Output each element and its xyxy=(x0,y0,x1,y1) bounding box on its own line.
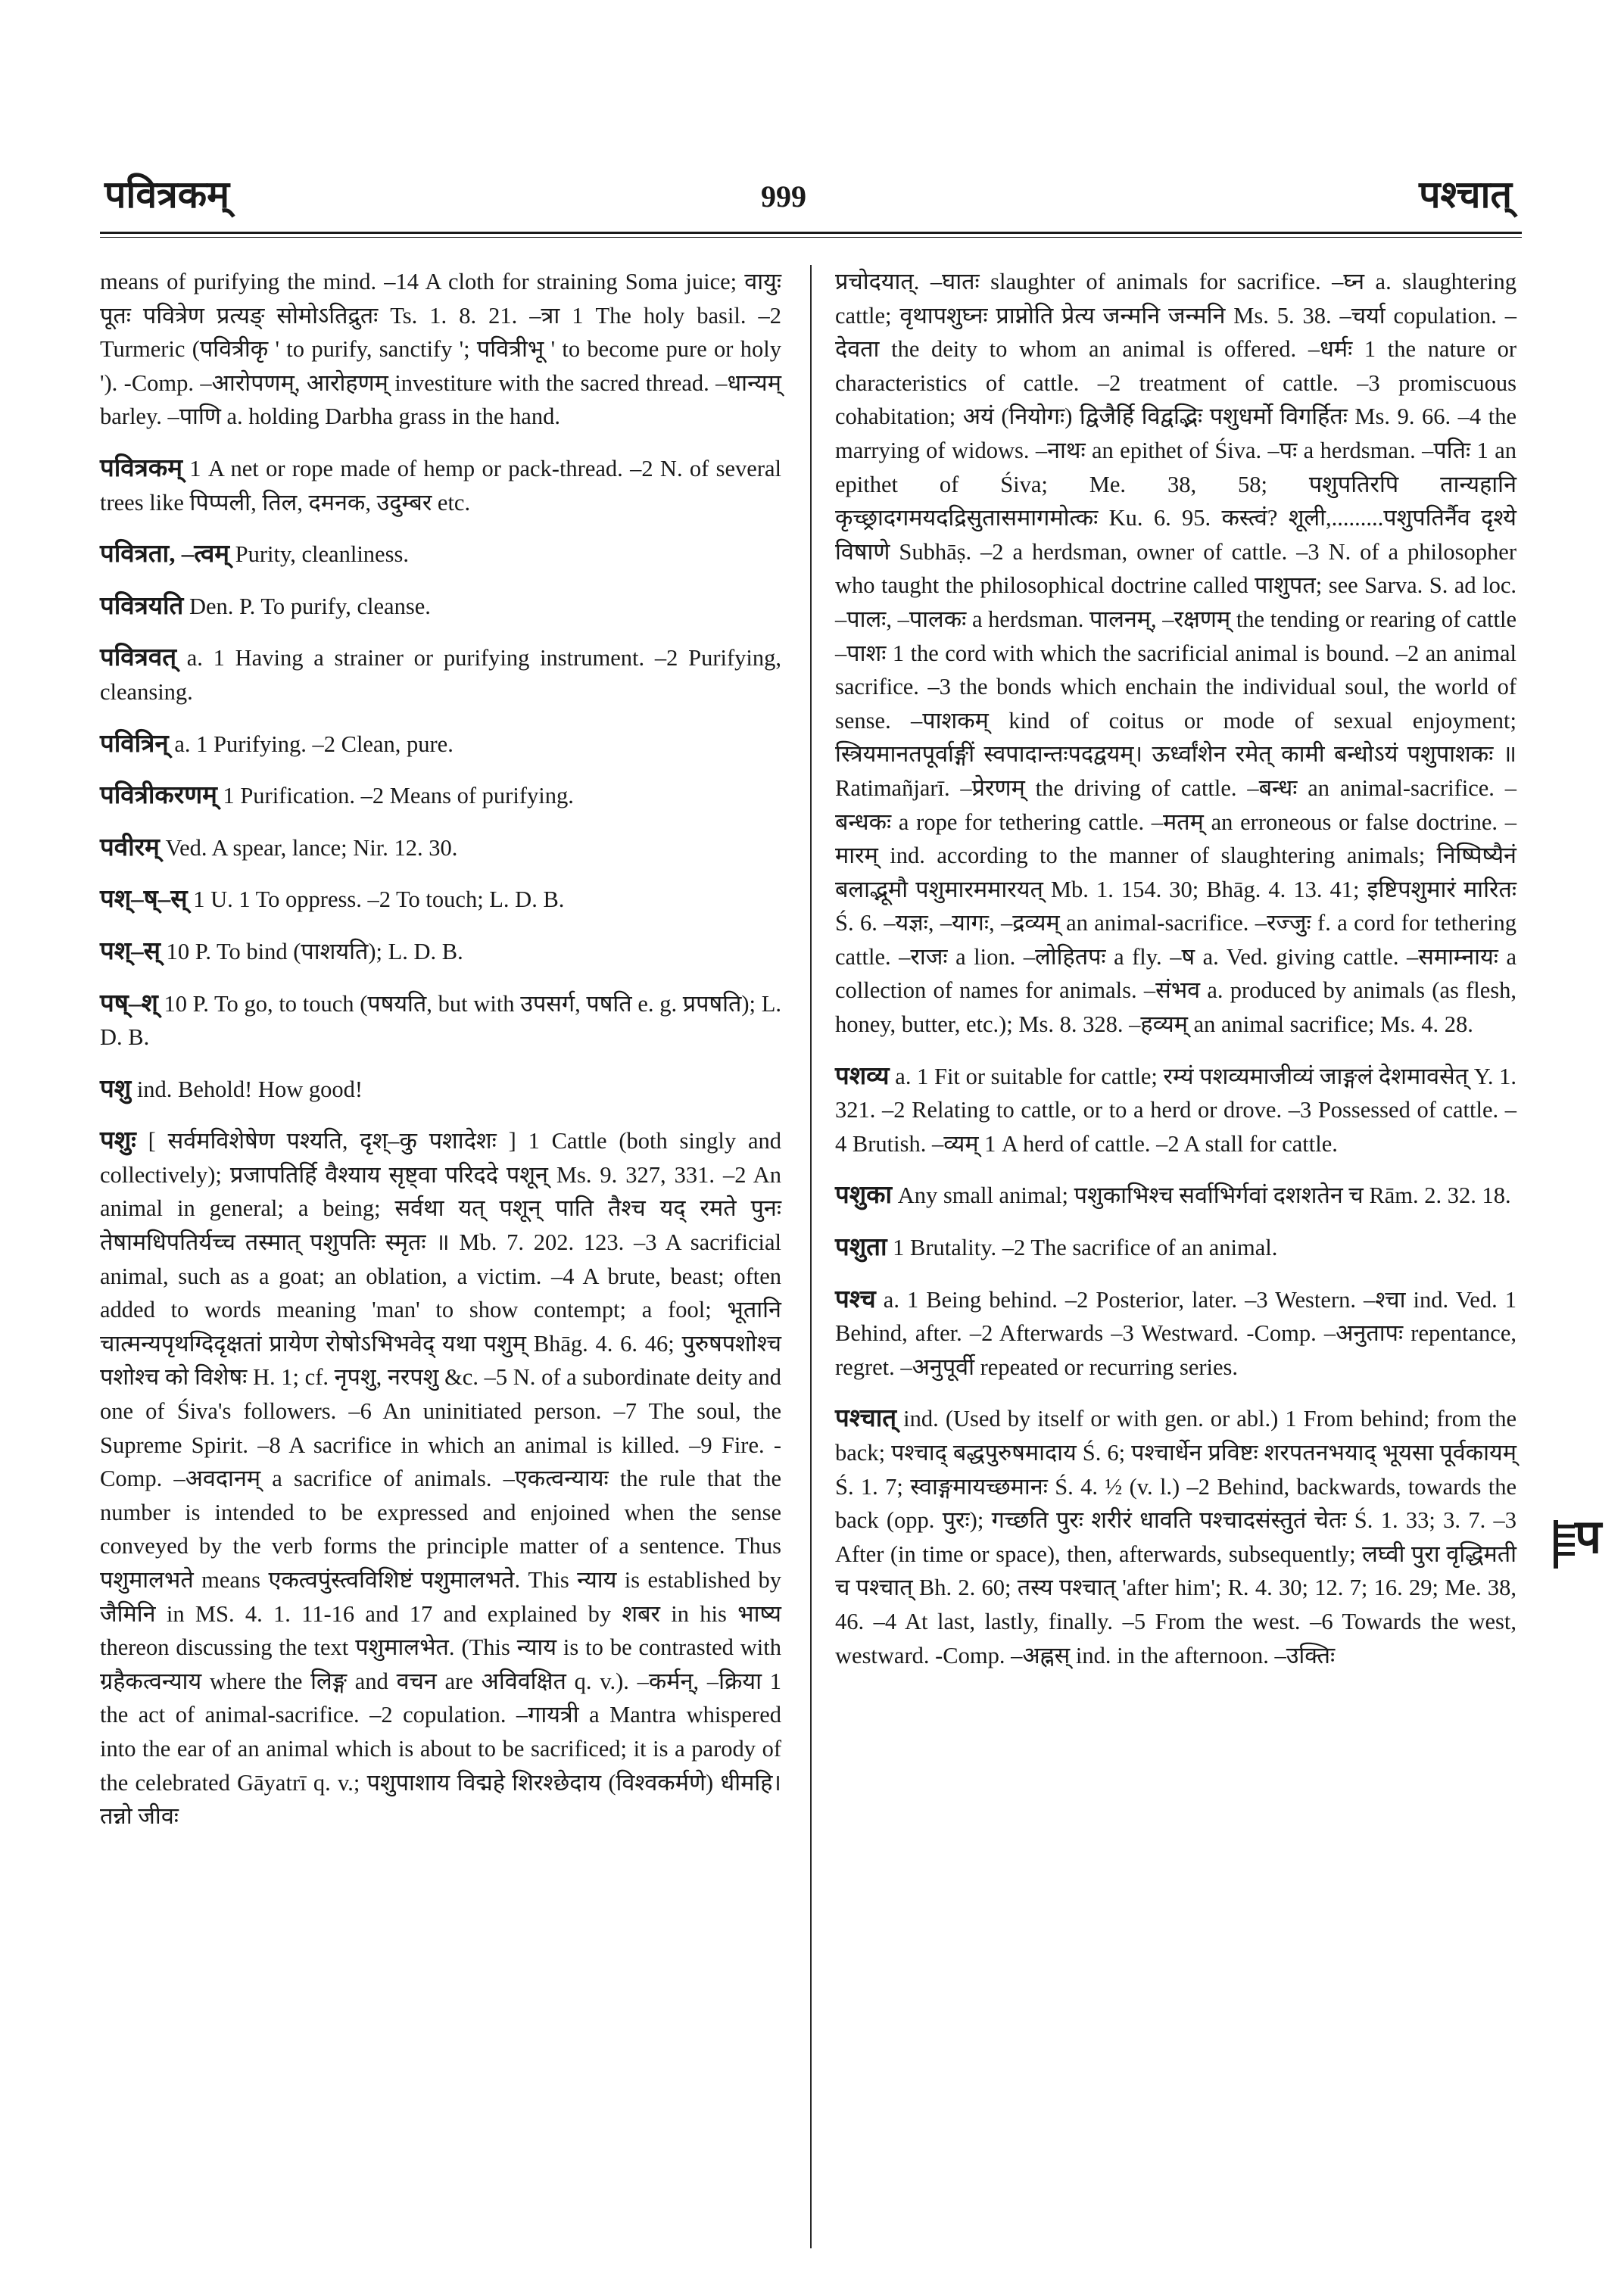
entry-text: Purity, cleanliness. xyxy=(229,541,409,568)
dictionary-entry xyxy=(100,727,781,762)
entry-headword: पवित्रीकरणम् xyxy=(100,782,217,810)
entry-text: a. 1 Fit or suitable for cattle; रम्यं पशव्यमाजीव्यं जाङ्गलं देशमावसेत् Y. 1. 321. –2 Relating to cattle, or to a herd or drove. –3 Possessed of cattle. –4 Brutish. –व्यम् 1 A herd of cattle. –2 A stall for cattle. xyxy=(835,1063,1516,1157)
header-rule-thick xyxy=(100,232,1522,234)
dictionary-entry xyxy=(100,590,781,624)
dictionary-entry xyxy=(100,779,781,813)
entry-text: 1 U. 1 To oppress. –2 To touch; L. D. B. xyxy=(187,886,565,913)
entry-headword: पवित्रकम् xyxy=(100,454,182,482)
entry-text: ind. Behold! How good! xyxy=(131,1076,363,1102)
entry-text: a. 1 Purifying. –2 Clean, pure. xyxy=(168,731,454,757)
entry-text: a. 1 Being behind. –2 Posterior, later. –3 Western. –श्चा ind. Ved. 1 Behind, after. –2 Afterwards –3 Westward. -Comp. –अनुतापः repentance, regret. –अनुपूर्वी repeated or recurring series. xyxy=(835,1286,1516,1380)
dictionary-entry xyxy=(835,1283,1516,1385)
dictionary-entry xyxy=(100,831,781,865)
dictionary-entry xyxy=(100,1073,781,1107)
entry-text: 10 P. To bind (पाशयति); L. D. B. xyxy=(161,938,463,964)
dictionary-entry xyxy=(835,1179,1516,1213)
entry-text: 10 P. To go, to touch (पषयति, but with उपसर्ग, पषति e. g. प्रपषति); L. D. B. xyxy=(100,990,781,1051)
left-column xyxy=(100,265,781,1833)
entry-text: Ved. A spear, lance; Nir. 12. 30. xyxy=(159,834,458,861)
dictionary-entry xyxy=(100,641,781,709)
section-thumb-marker xyxy=(1554,1512,1605,1569)
dictionary-entry xyxy=(100,265,781,434)
header-rule-thin xyxy=(100,237,1522,238)
entry-headword: पश्–ष्–स् xyxy=(100,886,188,914)
entry-headword: पश्–स् xyxy=(100,937,161,965)
dictionary-entry xyxy=(100,452,781,519)
dictionary-entry xyxy=(100,987,781,1055)
left-running-headword: पवित्रकम् xyxy=(104,173,230,216)
thumb-marker-bars xyxy=(1558,1525,1575,1561)
entry-headword: पशव्य xyxy=(835,1062,890,1090)
dictionary-entry xyxy=(835,1231,1516,1265)
entry-text: ind. (Used by itself or with gen. or abl.) 1 From behind; from the back; पश्चाद् बद्धपुरुषमादाय Ś. 6; पश्चार्धेन प्रविष्टः शरपतनभयाद् भूयसा पूर्वकायम् Ś. 1. 7; स्वाङ्गमायच्छमानः Ś. 4. ½ (v. l.) –2 Behind, backwards, towards the back (opp. पुरः); गच्छति पुरः शरीरं धावति पश्चादसंस्तुतं चेतः Ś. 1. 33; 3. 7. –3 After (in time or space), then, afterwards, subsequently; लघ्वी पुरा वृद्धिमती च पश्चात् Bh. 2. 60; तस्य पश्चात् 'after him'; R. 4. 30; 12. 7; 16. 29; Me. 38, 46. –4 At last, lastly, finally. –5 From the west. –6 Towards the west, westward. -Comp. –अह्नस् ind. in the afternoon. –उक्तिः xyxy=(835,1406,1516,1668)
entry-text: a. 1 Having a strainer or purifying instrument. –2 Purifying, cleansing. xyxy=(100,645,781,705)
right-column xyxy=(835,265,1516,1672)
entry-text: [ सर्वमविशेषेण पश्यति, दृश्–कु पशादेशः ] 1 Cattle (both singly and collectively); प्रजापतिर्हि वैश्याय सृष्ट्वा परिददे पशून् Ms. 9. 327, 331. –2 An animal in general; a being; सर्वथा यत् पशून् पाति तैश्च यद् रमते पुनः तेषामधिपतिर्यच्च तस्मात् पशुपतिः स्मृतः ॥ Mb. 7. 202. 123. –3 A sacrificial animal, such as a goat; an oblation, a victim. –4 A brute, beast; often added to words meaning 'man' to show contempt; a fool; भूतानि चात्मन्यपृथग्दिदृक्षतां प्रायेण रोषोऽभिभवेद् यथा पशुम् Bhāg. 4. 6. 46; पुरुषपशोश्च पशोश्च को विशेषः H. 1; cf. नृपशु, नरपशु &c. –5 N. of a subordinate deity and one of Śiva's followers. –6 An uninitiated person. –7 The soul, the Supreme Spirit. –8 A sacrifice in which an animal is killed. –9 Fire. -Comp. –अवदानम् a sacrifice of animals. –एकत्वन्यायः the rule that the number is intended to be expressed and enjoined when the sense conveyed by the verb forms the principle matter of a sentence. Thus पशुमालभते means एकत्वपुंस्त्वविशिष्टं पशुमालभते. This न्याय is established by जैमिनि in MS. 4. 1. 11-16 and 17 and explained by शबर in his भाष्य thereon discussing the text पशुमालभेत. (This न्याय is to be contrasted with ग्रहैकत्वन्याय where the लिङ्ग and वचन are अविवक्षित q. v.). –कर्मन्, –क्रिया 1 the act of animal-sacrifice. –2 copulation. –गायत्री a Mantra whispered into the ear of an animal which is about to be sacrificed; it is a parody of the celebrated Gāyatrī q. v.; पशुपाशाय विद्महे शिरश्छेदाय (विश्वकर्मणे) धीमहि। तन्नो जीवः xyxy=(100,1128,781,1830)
entry-headword: पवित्रवत् xyxy=(100,644,177,672)
thumb-marker-letter: प xyxy=(1575,1512,1602,1563)
column-divider xyxy=(810,265,812,2248)
dictionary-entry xyxy=(100,537,781,572)
entry-text: 1 Purification. –2 Means of purifying. xyxy=(217,783,574,809)
entry-text: Any small animal; पशुकाभिश्च सर्वाभिर्गवां दशशतेन च Rām. 2. 32. 18. xyxy=(892,1182,1511,1209)
entry-text: प्रचोदयात्. –घातः slaughter of animals for sacrifice. –घ्न a. slaughtering cattle; वृथापशुघ्नः प्राप्नोति प्रेत्य जन्मनि जन्मनि Ms. 5. 38. –चर्या copulation. –देवता the deity to whom an animal is offered. –धर्मः 1 the nature or characteristics of cattle. –2 treatment of cattle. –3 promiscuous cohabitation; अयं (नियोगः) द्विजैर्हि विद्वद्भिः पशुधर्मो विगर्हितः Ms. 9. 66. –4 the marrying of widows. –नाथः an epithet of Śiva. –पः a herdsman. –पतिः 1 an epithet of Śiva; Me. 38, 58; पशुपतिरपि तान्यहानि कृच्छ्रादगमयदद्रिसुतासमागमोत्कः Ku. 6. 95. कस्त्वं? शूली,.........पशुपतिर्नैव दृश्ये विषाणे Subhāṣ. –2 a herdsman, owner of cattle. –3 N. of a philosopher who taught the philosophical doctrine called पाशुपत; see Sarva. S. ad loc. –पालः, –पालकः a herdsman. पालनम्, –रक्षणम् the tending or rearing of cattle –पाशः 1 the cord with which the sacrificial animal is bound. –2 an animal sacrifice. –3 the bonds which enchain the individual soul, the world of sense. –पाशकम् kind of coitus or mode of sexual enjoyment; स्त्रियमानतपूर्वाङ्गीं स्वपादान्तःपदद्वयम्। ऊर्ध्वांशेन रमेत् कामी बन्धोऽयं पशुपाशकः ॥ Ratimañjarī. –प्रेरणम् the driving of cattle. –बन्धः an animal-sacrifice. –बन्धकः a rope for tethering cattle. –मतम् an erroneous or false doctrine. –मारम् ind. according to the manner of slaughtering animals; निष्पिष्यैनं बलाद्भूमौ पशुमारममारयत् Mb. 1. 154. 30; Bhāg. 4. 13. 41; इष्टिपशुमारं मारितः Ś. 6. –यज्ञः, –यागः, –द्रव्यम् an animal-sacrifice. –रज्जुः f. a cord for tethering cattle. –राजः a lion. –लोहितपः a fly. –ष a. Ved. giving cattle. –समाम्नायः a collection of names for animals. –संभव a. produced by animals (as flesh, honey, butter, etc.); Ms. 8. 328. –हव्यम् an animal sacrifice; Ms. 4. 28. xyxy=(835,269,1516,1038)
entry-text: means of purifying the mind. –14 A cloth for straining Soma juice; वायुः पूतः पवित्रेण प्रत्यङ् सोमोऽतिद्रुतः Ts. 1. 8. 21. –त्रा 1 The holy basil. –2 Turmeric (पवित्रीकृ ' to purify, sanctify '; पवित्रीभू ' to become pure or holy '). -Comp. –आरोपणम्, आरोहणम् investiture with the sacred thread. –धान्यम् barley. –पाणि a. holding Darbha grass in the hand. xyxy=(100,269,781,430)
entry-headword: पष्–श् xyxy=(100,989,158,1017)
page-header xyxy=(0,0,1624,242)
right-running-headword: पश्चात् xyxy=(1419,173,1512,216)
entry-text: 1 A net or rope made of hemp or pack-thread. –2 N. of several trees like पिप्पली, तिल, दमनक, उदुम्बर etc. xyxy=(100,455,781,516)
entry-headword: पश्च xyxy=(835,1285,876,1313)
dictionary-entry xyxy=(100,935,781,969)
dictionary-entry xyxy=(835,1402,1516,1672)
dictionary-entry xyxy=(835,1060,1516,1161)
entry-headword: पशुः xyxy=(100,1127,136,1155)
entry-headword: पशु xyxy=(100,1075,132,1103)
entry-headword: पश्चात् xyxy=(835,1405,897,1433)
entry-headword: पवित्रता, –त्वम् xyxy=(100,541,230,569)
dictionary-entry xyxy=(100,883,781,917)
dictionary-entry xyxy=(100,1124,781,1833)
entry-text: 1 Brutality. –2 The sacrifice of an animal. xyxy=(887,1235,1278,1261)
entry-headword: पवित्रयति xyxy=(100,592,184,620)
dictionary-entry xyxy=(835,265,1516,1042)
entry-headword: पशुका xyxy=(835,1182,893,1210)
entry-headword: पशुता xyxy=(835,1234,887,1262)
entry-headword: पवित्रिन् xyxy=(100,730,169,758)
entry-text: Den. P. To purify, cleanse. xyxy=(183,593,431,619)
entry-headword: पवीरम् xyxy=(100,833,160,861)
page-number: 999 xyxy=(761,179,806,213)
